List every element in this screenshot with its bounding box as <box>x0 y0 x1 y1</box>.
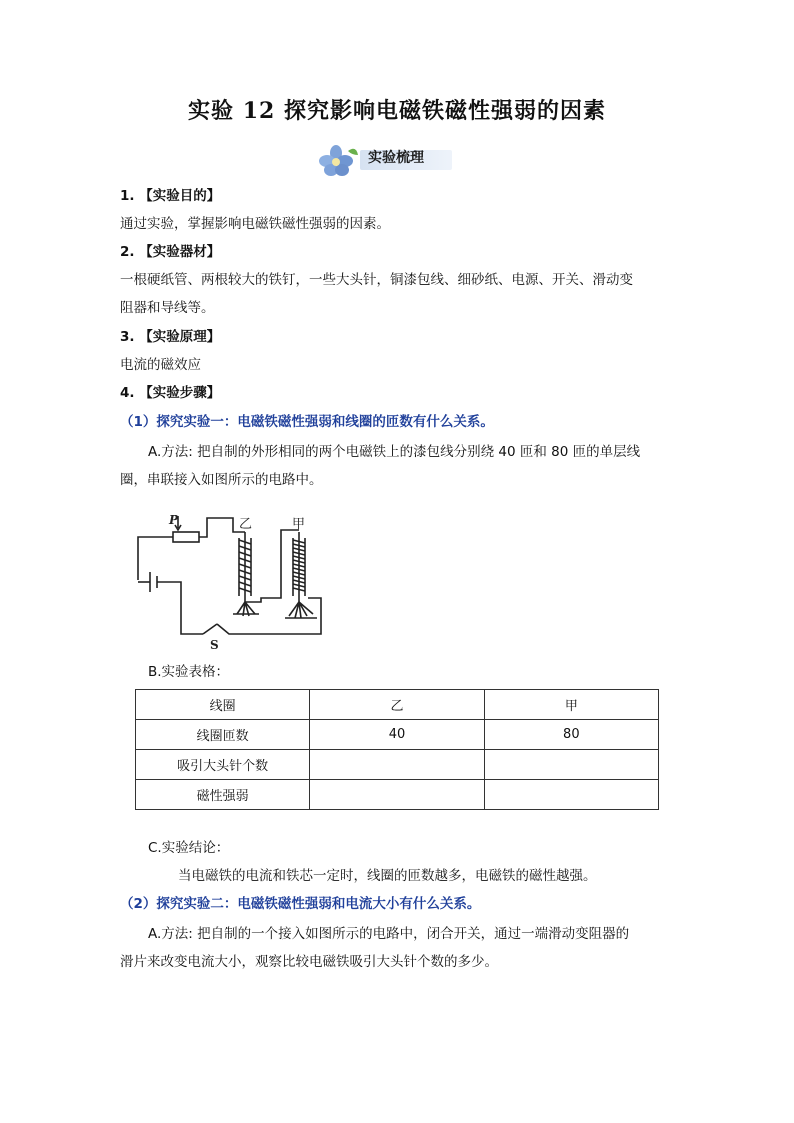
table-cell: 线圈匝数 <box>136 720 310 750</box>
exp1-heading: （1）探究实验一：电磁铁磁性强弱和线圈的匝数有什么关系。 <box>120 414 494 430</box>
circuit-diagram <box>133 510 338 650</box>
table-cell <box>310 750 484 780</box>
section-heading-purpose: 1. 【实验目的】 <box>120 188 221 204</box>
section-text-purpose: 通过实验，掌握影响电磁铁磁性强弱的因素。 <box>120 216 390 232</box>
section-heading-principle: 3. 【实验原理】 <box>120 329 221 345</box>
table-cell <box>484 750 658 780</box>
table-cell: 80 <box>484 720 658 750</box>
table-cell: 40 <box>310 720 484 750</box>
table-row <box>136 720 659 750</box>
coil-jia-label: 甲 <box>292 517 306 532</box>
table-cell: 吸引大头针个数 <box>136 750 310 780</box>
table-header-cell: 甲 <box>484 690 658 720</box>
section-text-equipment-2: 阻器和导线等。 <box>120 300 215 316</box>
switch-label: S <box>210 638 219 650</box>
exp2-method-1: A.方法: 把自制的一个接入如图所示的电路中，闭合开关，通过一端滑动变阻器的 <box>148 926 630 942</box>
table-header-cell: 乙 <box>310 690 484 720</box>
table-caption: B.实验表格： <box>148 664 230 680</box>
table-cell: 磁性强弱 <box>136 780 310 810</box>
table-header-cell: 线圈 <box>136 690 310 720</box>
section-heading-equipment: 2. 【实验器材】 <box>120 244 221 260</box>
banner-label: 实验梳理 <box>368 150 424 166</box>
section-text-equipment-1: 一根硬纸管、两根较大的铁钉，一些大头针，铜漆包线、细砂纸、电源、开关、滑动变 <box>120 272 633 288</box>
section-text-principle: 电流的磁效应 <box>120 357 201 373</box>
exp1-method-1: A.方法: 把自制的外形相同的两个电磁铁上的漆包线分别绕 40 匝和 80 匝的单层线 <box>148 444 641 460</box>
exp2-heading: （2）探究实验二：电磁铁磁性强弱和电流大小有什么关系。 <box>120 896 481 912</box>
experiment-table <box>135 689 659 810</box>
section-heading-steps: 4. 【实验步骤】 <box>120 385 221 401</box>
exp2-method-2: 滑片来改变电流大小，观察比较电磁铁吸引大头针个数的多少。 <box>120 954 498 970</box>
table-cell <box>310 780 484 810</box>
conclusion-text: 当电磁铁的电流和铁芯一定时，线圈的匝数越多，电磁铁的磁性越强。 <box>178 868 597 884</box>
table-row <box>136 750 659 780</box>
exp1-method-2: 圈，串联接入如图所示的电路中。 <box>120 472 323 488</box>
rheostat-label: P <box>169 513 179 527</box>
page-title: 实验 12 探究影响电磁铁磁性强弱的因素 <box>188 98 606 124</box>
table-cell <box>484 780 658 810</box>
table-header-row <box>136 690 659 720</box>
conclusion-label: C.实验结论： <box>148 840 230 856</box>
table-row <box>136 780 659 810</box>
flower-icon <box>319 145 358 176</box>
coil-yi-label: 乙 <box>239 517 253 532</box>
